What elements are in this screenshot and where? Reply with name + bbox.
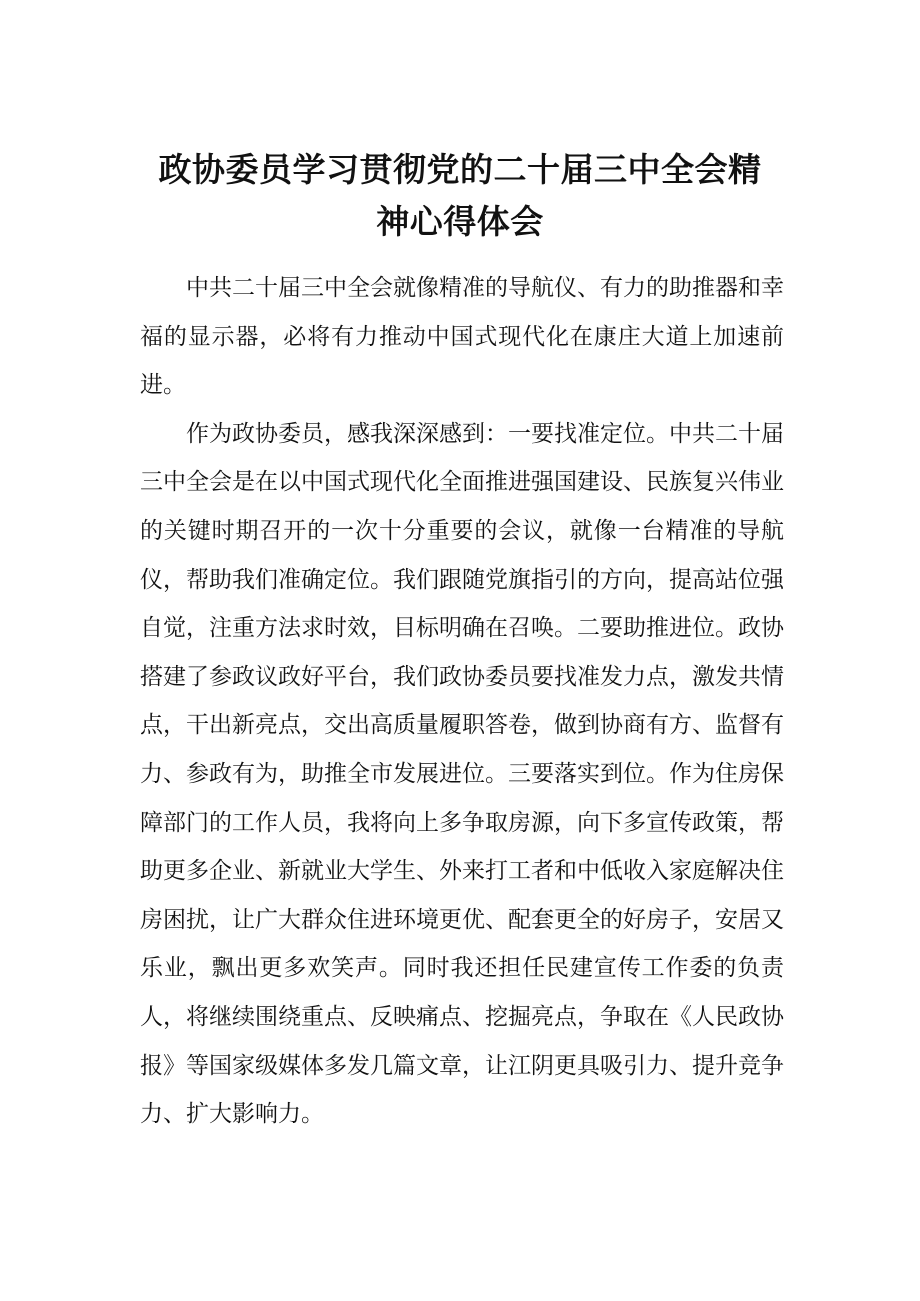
document-title <box>140 144 780 248</box>
title-line-2: 神心得体会 <box>376 202 544 241</box>
paragraph-2: 作为政协委员，感我深深感到：一要找准定位。中共二十届三中全会是在以中国式现代化全面推进强国建设、民族复兴伟业的关键时期召开的一次十分重要的会议，就像一台精准的导航仪，帮助我们准确定位。我们跟随党旗指引的方向，提高站位强自觉，注重方法求时效，目标明确在召唤。二要助推进位。政协搭建了参政议政好平台，我们政协委员要找准发力点，激发共情点，干出新亮点，交出高质量履职答卷，做到协商有方、监督有力、参政有为，助推全市发展进位。三要落实到位。作为住房保障部门的工作人员，我将向上多争取房源，向下多宣传政策，帮助更多企业、新就业大学生、外来打工者和中低收入家庭解决住房困扰，让广大群众住进环境更优、配套更全的好房子，安居又乐业，飘出更多欢笑声。同时我还担任民建宣传工作委的负责人，将继续围绕重点、反映痛点、挖掘亮点，争取在《人民政协报》等国家级媒体多发几篇文章，让江阴更具吸引力、提升竞争力、扩大影响力。 <box>140 420 784 1128</box>
document-body <box>140 264 784 1139</box>
title-line-1: 政协委员学习贯彻党的二十届三中全会精 <box>158 150 762 189</box>
paragraph-1: 中共二十届三中全会就像精准的导航仪、有力的助推器和幸福的显示器，必将有力推动中国式现代化在康庄大道上加速前进。 <box>140 275 784 399</box>
